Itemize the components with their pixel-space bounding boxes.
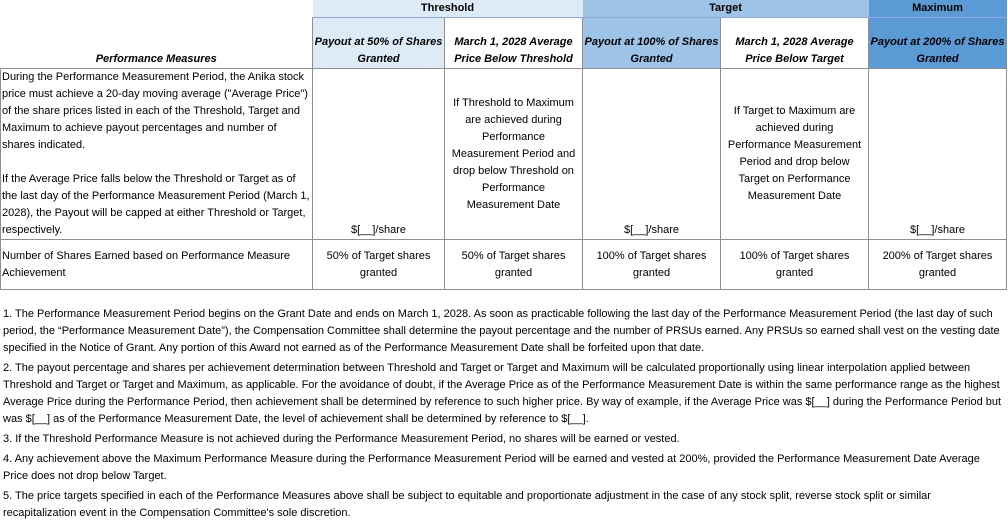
table-row-price-targets: [1, 69, 1007, 240]
band-row: [1, 0, 1007, 18]
row1-description-para-1: During the Performance Measurement Period, the Anika stock price must achieve a 20-day moving average ("Average Price") of the share prices listed in each of the Threshold, Target and Maximum to achieve payout percentages and number of shares indicated.: [2, 71, 308, 151]
table-row-shares-earned: [1, 240, 1007, 290]
row2-below-threshold-shares: 50% of Target shares granted: [445, 240, 583, 290]
header-payout-100: Payout at 100% of Shares Granted: [583, 18, 721, 69]
row1-below-threshold-text: If Threshold to Maximum are achieved during Performance Measurement Period and drop below Threshold on Performance Measurement Date: [445, 69, 583, 240]
band-spacer: [1, 0, 313, 18]
row2-target-shares: 100% of Target shares granted: [583, 240, 721, 290]
header-payout-200: Payout at 200% of Shares Granted: [869, 18, 1007, 69]
header-row: [1, 18, 1007, 69]
footnote-3: 3. If the Threshold Performance Measure is not achieved during the Performance Measurement Period, no shares will be earned or vested.: [3, 433, 680, 445]
band-target: Target: [583, 0, 869, 18]
header-payout-50: Payout at 50% of Shares Granted: [313, 18, 445, 69]
row2-threshold-shares: 50% of Target shares granted: [313, 240, 445, 290]
row2-maximum-shares: 200% of Target shares granted: [869, 240, 1007, 290]
band-threshold: Threshold: [313, 0, 583, 18]
footnote-1: 1. The Performance Measurement Period begins on the Grant Date and ends on March 1, 2028. As soon as practicable following the last day of the Performance Measurement Period (the last day of such period, the “Performance Measurement Date”), the Compensation Committee shall determine the payout percentage and the number of PRSUs earned. Any PRSUs so earned shall vest on the vesting date specified in the Notice of Grant. Any portion of this Award not earned as of the Performance Measurement Date shall be forfeited upon that date.: [3, 308, 1000, 354]
row2-label: Number of Shares Earned based on Performance Measure Achievement: [1, 240, 313, 290]
header-avg-price-below-threshold: March 1, 2028 Average Price Below Threshold: [445, 18, 583, 69]
row1-description: [1, 69, 313, 240]
row1-description-para-2: If the Average Price falls below the Threshold or Target as of the last day of the Performance Measurement Period (March 1, 2028), the Payout will be capped at either Threshold or Target, respectively.: [2, 173, 310, 236]
band-maximum: Maximum: [869, 0, 1007, 18]
row1-target-price: $[__]/share: [583, 69, 721, 240]
header-performance-measures: Performance Measures: [1, 18, 313, 69]
footnote-2: 2. The payout percentage and shares per achievement determination between Threshold and Target or Target and Maximum will be calculated proportionally using linear interpolation applied between Threshold and Target or Target and Maximum, as applicable. For the avoidance of doubt, if the Average Price as of the Performance Measurement Date is within the same performance range as the highest Average Price during the Performance Period, then achievement shall be determined by reference to such higher price. By way of example, if the Average Price was $[__] during the Performance Period but was $[__] as of the Performance Measurement Date, the level of achievement shall be determined by reference to $[__].: [3, 362, 1002, 425]
footnote-4: 4. Any achievement above the Maximum Performance Measure during the Performance Measurement Period will be earned and vested at 200%, provided the Performance Measurement Date Average Price does not drop below Target.: [3, 453, 980, 482]
row1-threshold-price: $[__]/share: [313, 69, 445, 240]
row1-maximum-price: $[__]/share: [869, 69, 1007, 240]
footnotes: [3, 306, 1005, 525]
header-avg-price-below-target: March 1, 2028 Average Price Below Target: [721, 18, 869, 69]
row2-below-target-shares: 100% of Target shares granted: [721, 240, 869, 290]
row1-below-target-text: If Target to Maximum are achieved during Performance Measurement Period and drop below Target on Performance Measurement Date: [721, 69, 869, 240]
footnote-5: 5. The price targets specified in each of the Performance Measures above shall be subject to equitable and proportionate adjustment in the case of any stock split, reverse stock split or similar recapitalization event in the Compensation Committee's sole discretion.: [3, 490, 931, 519]
